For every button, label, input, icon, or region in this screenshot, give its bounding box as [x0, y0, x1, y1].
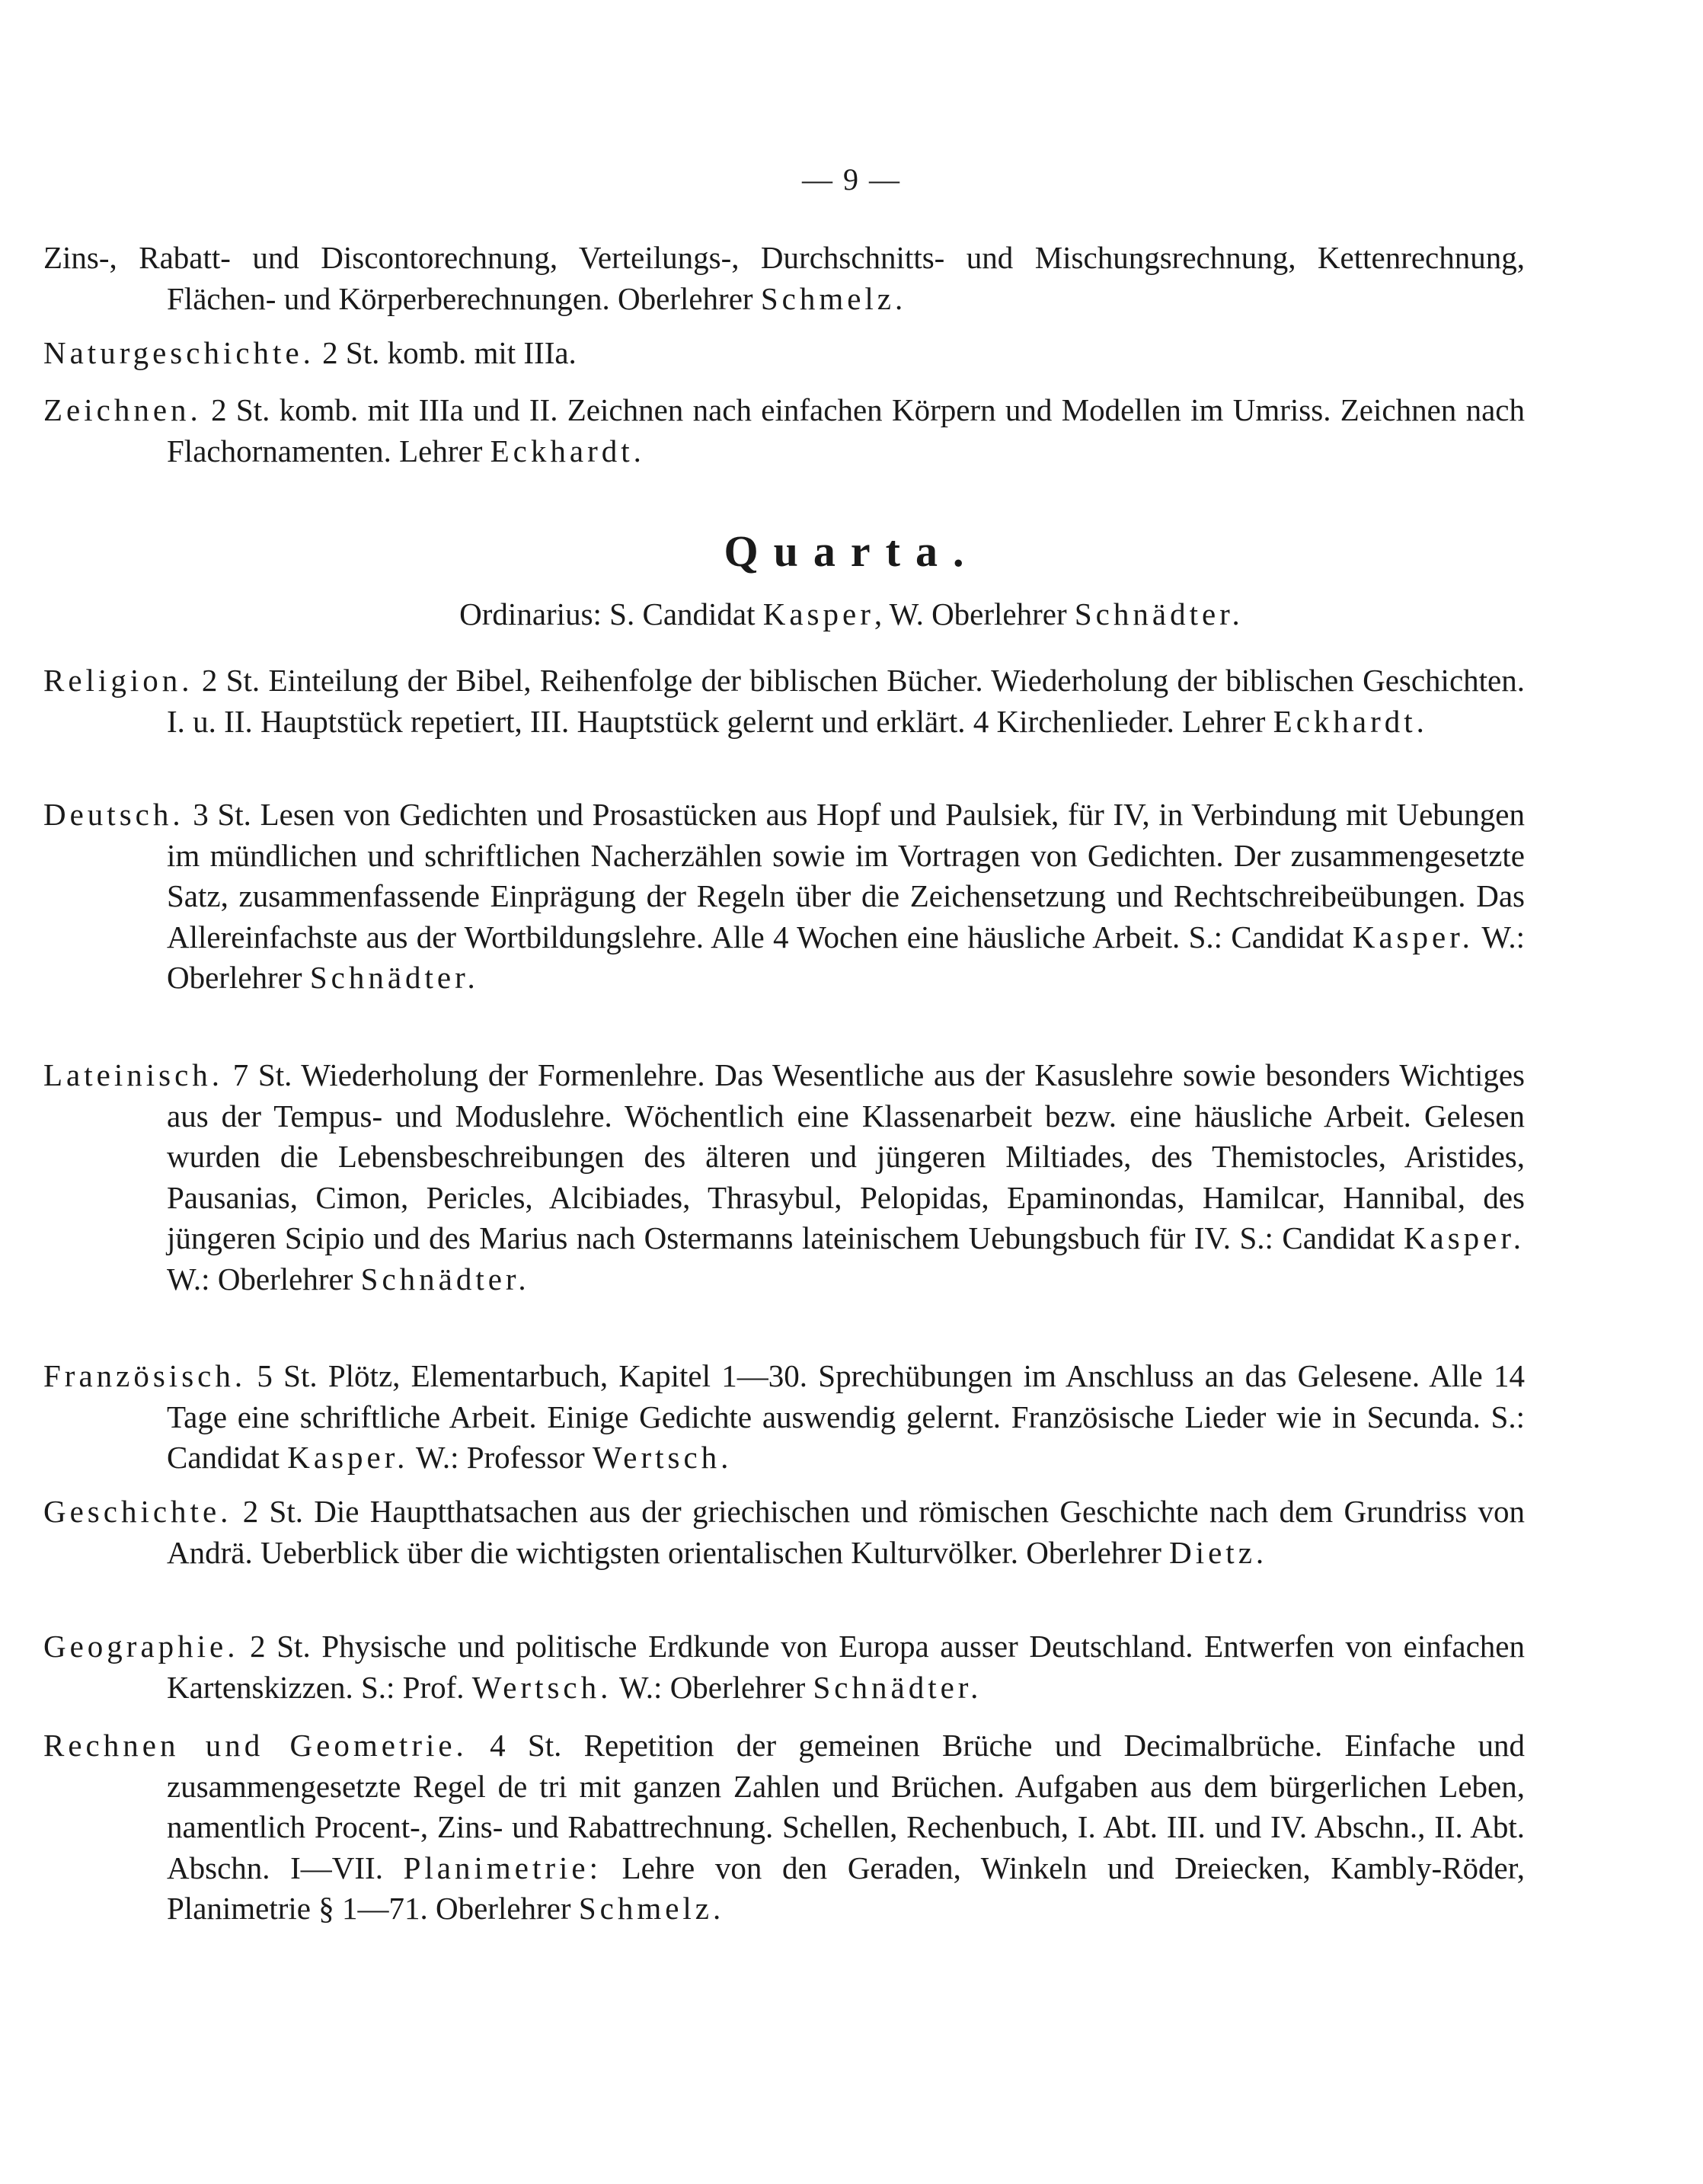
ordinarius-prefix: Ordinarius: S. Candidat	[459, 596, 763, 632]
subject-heading: Französisch.	[43, 1358, 247, 1393]
subject-heading: Geschichte.	[43, 1494, 232, 1529]
paragraph-rechnen-geometrie	[43, 1725, 1525, 1930]
teacher-name: Wertsch.	[471, 1669, 612, 1705]
subject-heading: Lateinisch.	[43, 1057, 224, 1092]
ordinarius-mid: , W. Oberlehrer	[874, 596, 1075, 632]
subsection-heading: Planimetrie:	[403, 1850, 602, 1885]
section-title: Quarta.	[724, 526, 979, 576]
teacher-name: Schmelz.	[760, 280, 907, 316]
paragraph-intro	[43, 238, 1525, 319]
teacher-name: Kasper.	[287, 1440, 409, 1475]
paragraph-text: 2 St. komb. mit IIIa und II. Zeichnen nach einfachen Körpern und Modellen im Umriss. Zeichnen nach Flachornamenten. Lehrer	[167, 392, 1525, 468]
paragraph-franzoesisch	[43, 1356, 1525, 1479]
paragraph-deutsch	[43, 795, 1525, 999]
subject-heading: Naturgeschichte.	[43, 335, 315, 370]
teacher-name: Eckhardt.	[1273, 703, 1428, 739]
paragraph-text: W.: Oberlehrer	[612, 1669, 813, 1705]
subject-heading: Geographie.	[43, 1629, 239, 1664]
teacher-name: Schnädter.	[1074, 596, 1244, 632]
subject-heading: Zeichnen.	[43, 392, 202, 427]
paragraph-text: 2 St. Die Hauptthatsachen aus der griechischen und römischen Geschichte nach dem Grundriss von Andrä. Ueberblick über die wichtigsten orientalischen Kulturvölker. Oberlehrer	[167, 1494, 1525, 1570]
paragraph-text: W.: Oberlehrer	[167, 919, 1525, 995]
teacher-name: Schnädter.	[309, 960, 479, 995]
teacher-name: Wertsch.	[592, 1440, 733, 1475]
paragraph-text: W.: Oberlehrer	[167, 1261, 361, 1297]
paragraph-text: W.: Professor	[408, 1440, 593, 1475]
subject-heading: Rechnen und Geometrie.	[43, 1728, 468, 1763]
teacher-name: Eckhardt.	[490, 433, 645, 468]
paragraph-religion	[43, 660, 1525, 742]
paragraph-text: Zins-, Rabatt- und Discontorechnung, Verteilungs-, Durchschnitts- und Mischungsrechnung, Kettenrechnung, Flächen- und Körperberechnungen. Oberlehrer	[43, 240, 1525, 316]
paragraph-text: 2 St. Physische und politische Erdkunde von Europa ausser Deutschland. Entwerfen von einfachen Kartenskizzen. S.: Prof.	[167, 1629, 1525, 1705]
paragraph-text: 3 St. Lesen von Gedichten und Prosastücken aus Hopf und Paulsiek, für IV, in Verbindung mit Uebungen im mündlichen und schriftlichen Nacherzählen sowie im Vortragen von Gedichten. Der zusammengesetzte Satz, zusammenfassende Einprägung der Regeln über die Zeichensetzung und Rechtschreibeübungen. Das Allereinfachste aus der Wortbildungslehre. Alle 4 Wochen eine häusliche Arbeit. S.: Candidat	[167, 797, 1525, 955]
teacher-name: Schnädter.	[360, 1261, 530, 1297]
subject-heading: Religion.	[43, 663, 193, 698]
teacher-name: Schmelz.	[578, 1891, 725, 1926]
paragraph-lateinisch	[43, 1055, 1525, 1300]
paragraph-zeichnen	[43, 390, 1525, 472]
paragraph-text: 5 St. Plötz, Elementarbuch, Kapitel 1—30. Sprechübungen im Anschluss an das Gelesene. Alle 14 Tage eine schriftliche Arbeit. Einige Gedichte auswendig gelernt. Französische Lieder wie in Secunda. S.: Candidat	[167, 1358, 1525, 1475]
subject-heading: Deutsch.	[43, 797, 184, 832]
paragraph-text: 4 St. Repetition der gemeinen Brüche und Decimalbrüche. Einfache und zusammengesetzte Regel de tri mit ganzen Zahlen und Brüchen. Aufgaben aus dem bürgerlichen Leben, namentlich Procent-, Zins- und Rabattrechnung. Schellen, Rechenbuch, I. Abt. III. und IV. Abschn., II. Abt. Abschn. I—VII.	[167, 1728, 1525, 1885]
paragraph-text: 7 St. Wiederholung der Formenlehre. Das Wesentliche aus der Kasuslehre sowie besonders Wichtiges aus der Tempus- und Moduslehre. Wöchentlich eine Klassenarbeit bezw. eine häusliche Arbeit. Gelesen wurden die Lebensbeschreibungen des älteren und jüngeren Miltiades, des Themistocles, Aristides, Pausanias, Cimon, Pericles, Alcibiades, Thrasybul, Pelopidas, Epaminondas, Hamilcar, Hannibal, des jüngeren Scipio und des Marius nach Ostermanns lateinischem Uebungsbuch für IV. S.: Candidat	[167, 1057, 1525, 1255]
teacher-name: Kasper	[762, 596, 874, 632]
teacher-name: Schnädter.	[813, 1669, 982, 1705]
paragraph-geschichte	[43, 1492, 1525, 1573]
paragraph-naturgeschichte	[43, 333, 1525, 374]
paragraph-geographie	[43, 1626, 1525, 1708]
ordinarius-line	[0, 594, 1703, 635]
page-number: — 9 —	[802, 162, 901, 197]
paragraph-text: Lehre von den Geraden, Winkeln und Dreiecken, Kambly-Röder, Planimetrie § 1—71. Oberlehrer	[167, 1850, 1525, 1926]
teacher-name: Dietz.	[1169, 1534, 1268, 1570]
paragraph-text: 2 St. Einteilung der Bibel, Reihenfolge der biblischen Bücher. Wiederholung der biblischen Geschichten. I. u. II. Hauptstück repetiert, III. Hauptstück gelernt und erklärt. 4 Kirchenlieder. Lehrer	[167, 663, 1525, 739]
paragraph-text: 2 St. komb. mit IIIa.	[314, 335, 577, 370]
teacher-name: Kasper.	[1403, 1220, 1525, 1255]
teacher-name: Kasper.	[1352, 919, 1474, 955]
